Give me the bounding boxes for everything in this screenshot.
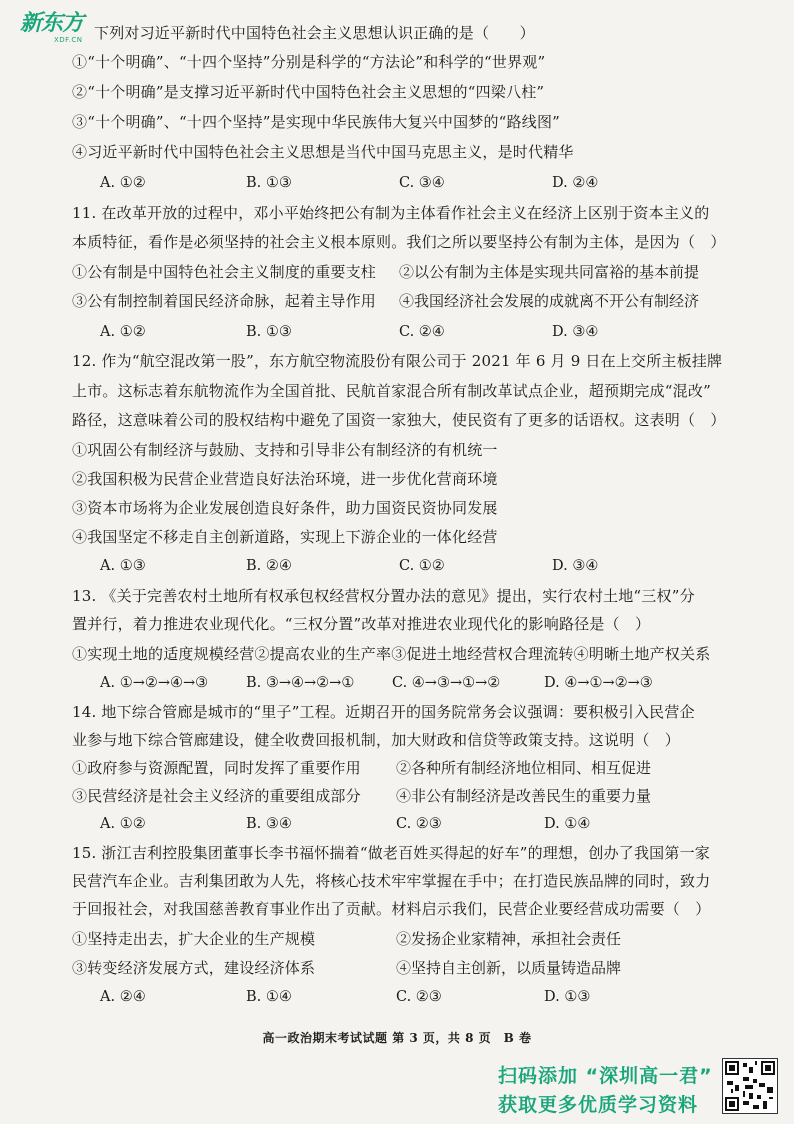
q10-choice-d: D. ②④ [552, 175, 599, 191]
q15-option-2: ②发扬企业家精神，承担社会责任 [396, 930, 622, 948]
q11-choice-b: B. ①③ [246, 324, 292, 340]
q13-choice-d: D. ④→①→②→③ [544, 675, 653, 691]
logo-subtext: XDF.CN [54, 36, 83, 44]
q10-statement-3: ③“十个明确”、“十四个坚持”是实现中华民族伟大复兴中国梦的“路线图” [72, 113, 561, 131]
q14-choice-c: C. ②③ [396, 816, 442, 832]
q15-stem-line-3: 于回报社会，对我国慈善教育事业作出了贡献。材料启示我们，民营企业要经营成功需要（ ） [72, 900, 711, 918]
q14-choice-b: B. ③④ [246, 816, 292, 832]
q14-option-1: ①政府参与资源配置，同时发挥了重要作用 [72, 759, 361, 777]
q14-choice-d: D. ①④ [544, 816, 591, 832]
q12-stem-line-1: 12. 作为“航空混改第一股”，东方航空物流股份有限公司于 2021 年 6 月 9 日在上交所主板挂牌 [72, 352, 723, 370]
q13-choice-a: A. ①→②→④→③ [100, 675, 209, 691]
q11-choice-d: D. ③④ [552, 324, 599, 340]
q12-choice-d: D. ③④ [552, 558, 599, 574]
q10-statement-1: ①“十个明确”、“十四个坚持”分别是科学的“方法论”和科学的“世界观” [72, 53, 546, 71]
q12-choice-a: A. ①③ [100, 558, 146, 574]
q15-option-3: ③转变经济发展方式，建设经济体系 [72, 959, 316, 977]
q12-statement-1: ①巩固公有制经济与鼓励、支持和引导非公有制经济的有机统一 [72, 441, 498, 459]
brand-logo [20, 12, 92, 46]
q10-stem: 下列对习近平新时代中国特色社会主义思想认识正确的是（ ） [94, 24, 535, 42]
logo-text: 新东方 [20, 11, 84, 36]
q11-stem-line-1: 11. 在改革开放的过程中，邓小平始终把公有制为主体看作社会主义在经济上区别于资本主义的 [72, 204, 710, 222]
q12-statement-3: ③资本市场将为企业发展创造良好条件，助力国资民资协同发展 [72, 499, 498, 517]
q13-stem-line-1: 13. 《关于完善农村土地所有权承包权经营权分置办法的意见》提出，实行农村土地“三权”分 [72, 587, 695, 605]
q11-option-3: ③公有制控制着国民经济命脉，起着主导作用 [72, 292, 377, 310]
promo-line-1: 扫码添加 “深圳高一君” [498, 1065, 713, 1087]
q14-stem-line-2: 业参与地下综合管廊建设，健全收费回报机制，加大财政和信贷等政策支持。这说明（ ） [72, 731, 681, 749]
q12-choice-c: C. ①② [399, 558, 445, 574]
q12-statement-2: ②我国积极为民营企业营造良好法治环境，进一步优化营商环境 [72, 470, 498, 488]
q15-choice-a: A. ②④ [100, 989, 146, 1005]
q10-choice-b: B. ①③ [246, 175, 292, 191]
q12-choice-b: B. ②④ [246, 558, 292, 574]
q15-choice-b: B. ①④ [246, 989, 292, 1005]
q15-choice-d: D. ①③ [544, 989, 591, 1005]
q13-choice-c: C. ④→③→①→② [392, 675, 501, 691]
q13-statements: ①实现土地的适度规模经营②提高农业的生产率③促进土地经营权合理流转④明晰土地产权关系 [72, 645, 711, 663]
q14-choice-a: A. ①② [100, 816, 146, 832]
q11-option-2: ②以公有制为主体是实现共同富裕的基本前提 [399, 263, 700, 281]
q10-statement-2: ②“十个明确”是支撑习近平新时代中国特色社会主义思想的“四梁八柱” [72, 83, 545, 101]
q10-choice-a: A. ①② [100, 175, 146, 191]
q14-stem-line-1: 14. 地下综合管廊是城市的“里子”工程。近期召开的国务院常务会议强调：要积极引入民营企 [72, 703, 695, 721]
q15-choice-c: C. ②③ [396, 989, 442, 1005]
q11-stem-line-2: 本质特征，看作是必须坚持的社会主义根本原则。我们之所以要坚持公有制为主体，是因为（ ） [72, 233, 726, 251]
q12-statement-4: ④我国坚定不移走自主创新道路，实现上下游企业的一体化经营 [72, 528, 498, 546]
promo-line-2: 获取更多优质学习资料 [498, 1094, 699, 1116]
q11-option-4: ④我国经济社会发展的成就离不开公有制经济 [399, 292, 700, 310]
q14-option-2: ②各种所有制经济地位相同、相互促进 [396, 759, 652, 777]
q12-stem-line-2: 上市。这标志着东航物流作为全国首批、民航首家混合所有制改革试点企业，超预期完成“混改” [72, 382, 711, 400]
q15-stem-line-2: 民营汽车企业。吉利集团敢为人先，将核心技术牢牢掌握在手中；在打造民族品牌的同时，致力 [72, 872, 711, 890]
q14-option-3: ③民营经济是社会主义经济的重要组成部分 [72, 787, 361, 805]
q15-option-1: ①坚持走出去，扩大企业的生产规模 [72, 930, 316, 948]
qr-code-image [722, 1058, 778, 1114]
q14-option-4: ④非公有制经济是改善民生的重要力量 [396, 787, 652, 805]
q13-choice-b: B. ③→④→②→① [246, 675, 355, 691]
q11-option-1: ①公有制是中国特色社会主义制度的重要支柱 [72, 263, 377, 281]
q11-choice-a: A. ①② [100, 324, 146, 340]
q10-statement-4: ④习近平新时代中国特色社会主义思想是当代中国马克思主义，是时代精华 [72, 143, 574, 161]
q10-choice-c: C. ③④ [399, 175, 445, 191]
q13-stem-line-2: 置并行，着力推进农业现代化。“三权分置”改革对推进农业现代化的影响路径是（ ） [72, 615, 651, 633]
q12-stem-line-3: 路径，这意味着公司的股权结构中避免了国资一家独大，使民资有了更多的话语权。这表明（ ） [72, 411, 726, 429]
q15-stem-line-1: 15. 浙江吉利控股集团董事长李书福怀揣着“做老百姓买得起的好车”的理想，创办了我国第一家 [72, 844, 710, 862]
q15-option-4: ④坚持自主创新，以质量铸造品牌 [396, 959, 622, 977]
page-footer: 高一政治期末考试试题 第 3 页，共 8 页 B 卷 [262, 1031, 532, 1045]
q11-choice-c: C. ②④ [399, 324, 445, 340]
